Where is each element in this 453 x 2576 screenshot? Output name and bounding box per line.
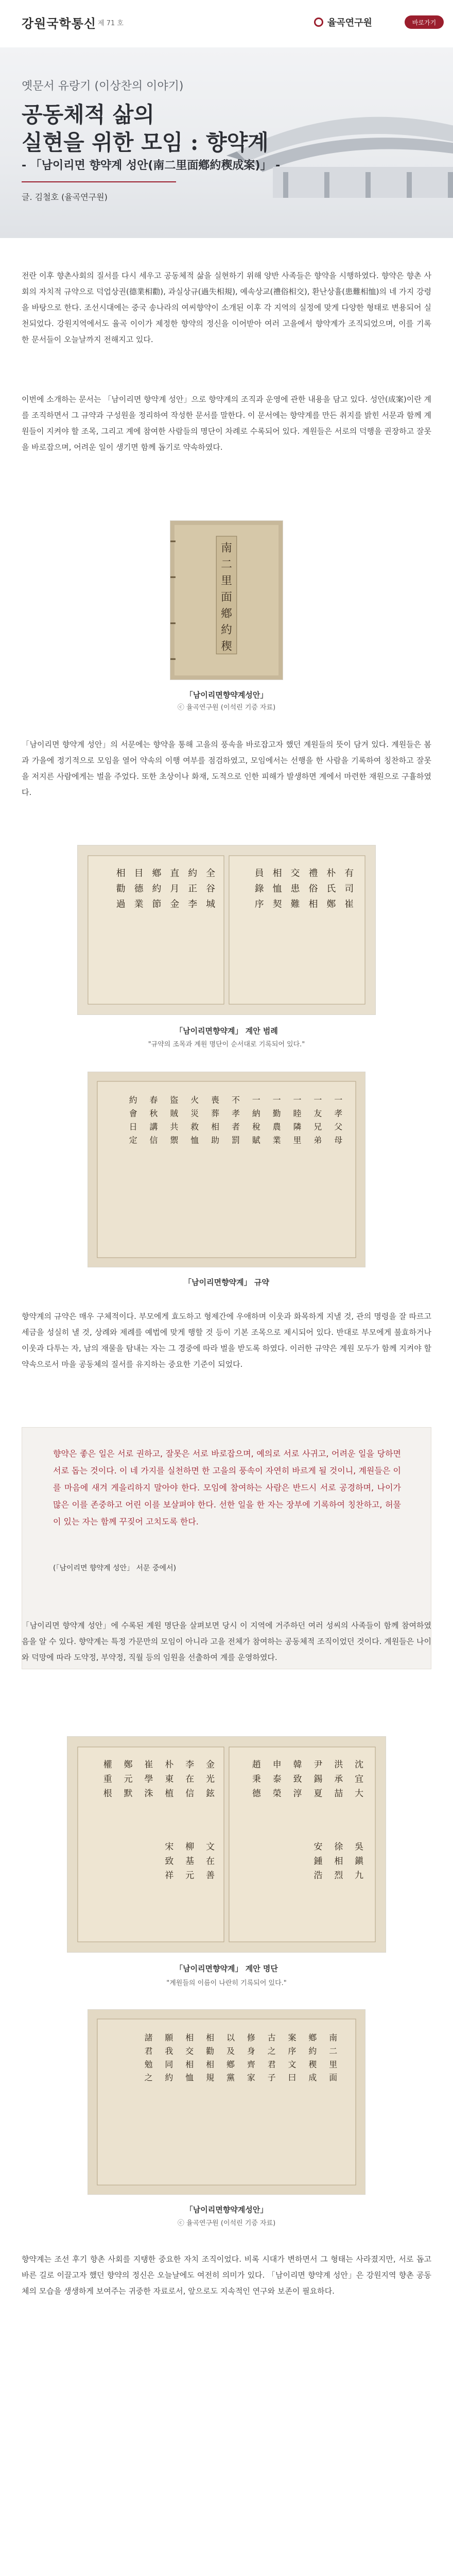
svg-text:相: 相 [334,1855,343,1866]
svg-text:員: 員 [254,868,264,879]
svg-text:東: 東 [165,1773,174,1784]
body-paragraph: 향약계의 규약은 매우 구체적이다. 부모에게 효도하고 형제간에 우애하며 이웃과 화목하게 지낼 것, 관의 명령을 잘 따르고 세금을 성실히 낼 것, 상례와 제례를 예법에 맞게 행할 것 등이 기본 조목으로 제시되어 있다. 반대로 부모에게 불효하거나 이웃과 다투는 자, 남의 재물을 탐내는 자는 그 경중에 따라 벌을 받도록 하였다. 이러한 규약은 계원 모두가 함께 지켜야 할 약속으로서 마을 공동체의 질서를 유지하는 중요한 기준이 되었다. [22,1312,431,1369]
svg-text:淳: 淳 [293,1788,302,1799]
svg-text:文: 文 [288,2059,297,2070]
image-caption: 「남이리면향약계」 계안 명단 [175,1964,278,1973]
svg-text:鄕: 鄕 [152,868,162,879]
book-cover-image [170,520,283,680]
svg-text:災: 災 [190,1108,199,1118]
svg-text:約: 約 [129,1095,137,1105]
svg-text:一: 一 [272,1095,281,1105]
svg-text:案: 案 [288,2032,297,2043]
svg-text:司: 司 [344,883,354,894]
svg-text:鄕: 鄕 [308,2032,317,2043]
svg-text:信: 信 [185,1788,195,1799]
svg-text:鄕: 鄕 [226,2059,235,2070]
svg-text:重: 重 [103,1773,112,1784]
svg-text:谷: 谷 [206,883,216,894]
svg-text:九: 九 [355,1870,364,1880]
svg-text:鄭: 鄭 [326,899,336,910]
svg-text:願: 願 [165,2032,173,2043]
svg-text:浩: 浩 [313,1870,323,1880]
svg-text:榮: 榮 [272,1788,282,1799]
document-rules-image [88,1072,365,1267]
svg-text:宋: 宋 [165,1841,174,1852]
svg-text:禦: 禦 [170,1135,179,1145]
svg-text:柳: 柳 [185,1841,195,1852]
image-caption: 「남이리면향약계」 규약 [184,1278,269,1287]
svg-text:友: 友 [313,1108,322,1118]
svg-text:睦: 睦 [293,1108,302,1118]
svg-text:君: 君 [144,2046,153,2056]
svg-text:孝: 孝 [334,1108,343,1118]
svg-text:二: 二 [221,558,232,571]
svg-text:城: 城 [206,899,216,910]
svg-text:一: 一 [313,1095,322,1105]
svg-text:崔: 崔 [344,899,354,910]
svg-text:節: 節 [152,899,162,910]
svg-text:業: 業 [134,899,144,910]
svg-text:洪: 洪 [334,1759,343,1770]
image-caption: 「남이리면향약계성안」 [185,2205,268,2214]
body-paragraph: 향약계는 조선 후기 향촌 사회를 지탱한 중요한 자치 조직이었다. 비록 시대가 변하면서 그 형태는 사라졌지만, 서로 돕고 바른 길로 이끌고자 했던 향약의 정신은 오늘날에도 여전히 의미가 있다. 「남이리면 향약계 성안」은 강원지역 향촌 공동체의 모습을 생생하게 보여주는 귀중한 자료로서, 앞으로도 지속적인 연구와 보존이 필요하다. [22,2255,431,2296]
svg-text:吳: 吳 [355,1841,364,1852]
svg-text:宜: 宜 [355,1773,364,1784]
svg-text:申: 申 [272,1759,282,1770]
hero-banner [0,47,453,238]
svg-text:德: 德 [134,883,144,894]
svg-text:齊: 齊 [247,2059,255,2070]
image-note: "계원들의 이름이 나란히 기록되어 있다." [166,1979,287,1987]
svg-text:韓: 韓 [293,1759,302,1770]
svg-text:相: 相 [272,868,282,879]
svg-text:基: 基 [185,1855,195,1866]
svg-text:里: 里 [293,1135,302,1145]
quote-source: (「남이리면 향약계 성안」 서문 중에서) [53,1564,177,1572]
svg-text:修: 修 [247,2032,255,2043]
image-caption: 「남이리면향약계」 계안 범례 [175,1026,278,1036]
org-emblem-icon [314,18,323,27]
svg-text:身: 身 [247,2046,255,2056]
svg-text:李: 李 [185,1759,195,1770]
svg-text:金: 金 [206,1759,215,1770]
svg-text:里: 里 [221,574,232,588]
svg-text:弟: 弟 [313,1135,322,1145]
svg-text:賊: 賊 [170,1108,179,1118]
org-logo[interactable] [314,12,402,32]
svg-text:一: 一 [293,1095,302,1105]
svg-text:難: 難 [290,899,300,910]
svg-text:李: 李 [188,899,198,910]
article-subtitle: - 「남이리면 향약계 성안(南二里面鄕約稧成案)」 - [22,159,281,172]
svg-text:安: 安 [313,1841,323,1852]
document-pages-image [77,845,376,1015]
svg-text:勸: 勸 [116,883,126,894]
svg-text:秋: 秋 [149,1108,158,1118]
svg-text:稅: 稅 [252,1122,260,1132]
svg-text:之: 之 [144,2073,153,2083]
svg-text:之: 之 [267,2046,276,2056]
svg-text:約: 約 [308,2046,317,2056]
svg-text:約: 約 [221,623,232,637]
svg-text:崔: 崔 [144,1759,153,1770]
body-paragraph: 「남이리면 향약계 성안」에 수록된 계원 명단을 살펴보면 당시 이 지역에 거주하던 여러 성씨의 사족들이 함께 참여하였음을 알 수 있다. 향약계는 특정 가문만의 모임이 아니라 고을 전체가 참여하는 공동체적 조직이었던 것이다. 계원들은 나이와 덕망에 따라 도약정, 부약정, 직월 등의 임원을 선출하여 계를 운영하였다. [22,1621,431,1662]
svg-text:兄: 兄 [313,1122,322,1132]
svg-text:不: 不 [231,1095,240,1105]
svg-text:契: 契 [272,899,282,910]
svg-text:葬: 葬 [211,1108,220,1118]
svg-text:以: 以 [226,2032,235,2043]
svg-text:會: 會 [129,1108,137,1118]
svg-text:善: 善 [206,1870,215,1880]
image-note: "규약의 조목과 계원 명단이 순서대로 기록되어 있다." [148,1041,305,1048]
svg-text:業: 業 [272,1135,281,1145]
svg-text:過: 過 [116,899,126,910]
svg-text:文: 文 [206,1841,215,1852]
svg-text:面: 面 [329,2073,338,2083]
svg-text:君: 君 [267,2059,276,2070]
svg-text:成: 成 [308,2073,317,2083]
article-author: 글. 김철호 (율곡연구원) [22,192,108,202]
member-list-image [67,1736,386,1953]
svg-text:約: 約 [165,2073,173,2083]
svg-text:規: 規 [206,2073,215,2083]
svg-text:植: 植 [165,1788,174,1799]
svg-text:日: 日 [129,1122,137,1132]
svg-text:在: 在 [206,1855,215,1866]
svg-text:助: 助 [211,1135,220,1145]
svg-text:勤: 勤 [272,1108,281,1118]
svg-text:黨: 黨 [226,2073,235,2083]
svg-text:古: 古 [267,2032,276,2043]
svg-text:交: 交 [290,868,300,879]
svg-text:趙: 趙 [252,1759,261,1770]
svg-text:相: 相 [185,2032,194,2043]
svg-text:鄕: 鄕 [221,607,232,620]
top-bar [0,0,453,47]
home-link-button[interactable]: 바로가기 [405,15,444,29]
svg-text:里: 里 [329,2059,338,2070]
svg-text:罰: 罰 [231,1135,240,1145]
svg-text:朴: 朴 [165,1759,174,1770]
svg-text:患: 患 [290,883,300,894]
svg-text:恤: 恤 [190,1135,199,1145]
svg-text:定: 定 [129,1135,137,1145]
svg-text:約: 約 [188,868,198,879]
svg-text:禮: 禮 [308,868,318,879]
svg-text:稧: 稧 [221,640,232,653]
newsletter-brand[interactable]: 강원국학통신 [22,16,97,31]
svg-text:恤: 恤 [185,2073,194,2083]
svg-text:家: 家 [247,2073,255,2083]
svg-text:約: 約 [152,883,162,894]
svg-text:大: 大 [355,1788,364,1799]
svg-text:秉: 秉 [252,1773,261,1784]
svg-text:學: 學 [144,1773,153,1784]
image-source: ⓒ 율곡연구원 (이석린 기증 자료) [177,704,276,711]
svg-text:錫: 錫 [313,1773,323,1784]
svg-text:講: 講 [149,1122,158,1132]
svg-text:救: 救 [190,1122,199,1132]
article-title-line1: 공동체적 삶의 [22,102,155,127]
svg-text:及: 及 [226,2046,235,2056]
svg-text:泰: 泰 [272,1773,282,1784]
svg-text:曰: 曰 [288,2073,297,2083]
body-paragraph: 전란 이후 향촌사회의 질서를 다시 세우고 공동체적 삶을 실현하기 위해 양반 사족들은 향약을 시행하였다. 향약은 향촌 사회의 자치적 규약으로 덕업상권(德業相勸), 과실상규(過失相規), 예속상교(禮俗相交), 환난상휼(患難相恤)의 네 가지 강령을 바탕으로 한다. 조선시대에는 중국 송나라의 여씨향약이 소개된 이후 각 지역의 실정에 맞게 다양한 형태로 변용되어 실천되었다. 강원지역에서도 율곡 이이가 제정한 향약의 정신을 이어받아 여러 고을에서 향약계가 조직되었으며, 이를 기록한 문서들이 오늘날까지 전해지고 있다. [22,271,431,344]
document-closing-image [88,2009,365,2195]
svg-text:勸: 勸 [206,2046,215,2056]
svg-text:鉉: 鉉 [206,1788,215,1799]
svg-text:祥: 祥 [165,1870,174,1880]
svg-text:相: 相 [206,2059,215,2070]
svg-text:南: 南 [329,2032,338,2043]
svg-text:隣: 隣 [293,1122,302,1132]
title-divider [22,181,176,182]
svg-text:農: 農 [272,1122,281,1132]
svg-text:鎭: 鎭 [355,1855,364,1866]
svg-text:致: 致 [293,1773,302,1784]
svg-text:稧: 稧 [308,2059,317,2070]
svg-text:徐: 徐 [334,1841,343,1852]
svg-text:序: 序 [254,899,264,910]
svg-text:相: 相 [185,2059,194,2070]
svg-text:德: 德 [252,1788,261,1799]
svg-text:鍾: 鍾 [313,1855,323,1866]
svg-text:二: 二 [329,2046,338,2056]
svg-text:俗: 俗 [308,883,318,894]
image-source: ⓒ 율곡연구원 (이석린 기증 자료) [177,2219,276,2227]
svg-text:洙: 洙 [144,1788,153,1799]
svg-text:相: 相 [308,899,318,910]
svg-text:相: 相 [211,1122,220,1132]
svg-text:春: 春 [149,1095,158,1105]
svg-text:承: 承 [334,1773,343,1784]
series-label: 옛문서 유랑기 (이상찬의 이야기) [22,80,184,93]
svg-text:同: 同 [165,2059,173,2070]
svg-text:納: 納 [252,1108,260,1118]
svg-text:諸: 諸 [144,2032,153,2043]
svg-text:錄: 錄 [254,883,264,894]
svg-text:恤: 恤 [272,883,282,894]
svg-text:盜: 盜 [170,1095,179,1105]
image-caption: 「남이리면향약계성안」 [185,690,268,700]
svg-text:母: 母 [334,1135,343,1145]
svg-text:沈: 沈 [355,1759,364,1770]
svg-text:根: 根 [103,1788,112,1799]
svg-text:氏: 氏 [326,883,336,894]
svg-text:烈: 烈 [334,1870,343,1880]
svg-text:勉: 勉 [144,2059,153,2070]
svg-text:正: 正 [188,883,198,894]
svg-text:在: 在 [185,1773,195,1784]
svg-text:一: 一 [252,1095,260,1105]
svg-text:相: 相 [116,868,126,879]
issue-number: 제 71 호 [98,20,124,27]
svg-text:尹: 尹 [313,1759,323,1770]
svg-text:元: 元 [124,1773,133,1784]
svg-text:相: 相 [206,2032,215,2043]
svg-text:孝: 孝 [231,1108,240,1118]
svg-text:目: 目 [134,868,144,879]
svg-text:權: 權 [103,1759,112,1770]
svg-text:默: 默 [124,1788,133,1799]
org-name: 율곡연구원 [327,18,372,28]
svg-text:鄭: 鄭 [124,1759,133,1770]
svg-text:火: 火 [190,1095,199,1105]
svg-text:交: 交 [185,2046,194,2056]
svg-text:一: 一 [334,1095,343,1105]
svg-text:我: 我 [165,2046,173,2056]
svg-text:元: 元 [185,1870,195,1880]
svg-text:信: 信 [149,1135,158,1145]
body-paragraph: 「남이리면 향약계 성안」의 서문에는 향약을 통해 고을의 풍속을 바로잡고자 했던 계원들의 뜻이 담겨 있다. 계원들은 봄과 가을에 정기적으로 모임을 열어 약속의 이행 여부를 점검하였고, 모임에서는 선행을 한 사람을 기록하여 칭찬하고 잘못을 저지른 사람에게는 벌을 주었다. 또한 초상이나 화재, 도적으로 인한 피해가 발생하면 계에서 마련한 재원으로 구휼하였다. [22,740,431,797]
quote-text: 향약은 좋은 일은 서로 권하고, 잘못은 서로 바로잡으며, 예의로 서로 사귀고, 어려운 일을 당하면 서로 돕는 것이다. 이 네 가지를 실천하면 한 고을의 풍속이 자연히 바르게 될 것이니, 계원들은 이를 마음에 새겨 게을리하지 말아야 한다. 모임에 참여하는 사람은 반드시 서로 공경하며, 나이가 많은 이를 존중하고 어린 이를 보살펴야 한다. 선한 일을 한 자는 장부에 기록하여 칭찬하고, 허물이 있는 자는 함께 꾸짖어 고치도록 한다. [53,1449,401,1527]
svg-text:全: 全 [206,868,216,879]
svg-text:有: 有 [344,868,354,879]
body-paragraph: 이번에 소개하는 문서는 「남이리면 향약계 성안」으로 향약계의 조직과 운영에 관한 내용을 담고 있다. 성안(成案)이란 계를 조직하면서 그 규약과 구성원을 정리하여 작성한 문서를 말한다. 이 문서에는 향약계를 만든 취지를 밝힌 서문과 함께 계원들이 지켜야 할 조목, 그리고 계에 참여한 사람들의 명단이 차례로 수록되어 있다. 계원들은 서로의 덕행을 권장하고 잘못을 바로잡으며, 어려운 일이 생기면 함께 돕기로 약속하였다. [22,395,431,452]
svg-text:賦: 賦 [252,1135,260,1145]
svg-text:共: 共 [170,1122,179,1132]
svg-text:喪: 喪 [211,1095,220,1105]
svg-text:序: 序 [288,2046,297,2056]
svg-text:夏: 夏 [313,1788,323,1799]
svg-text:南: 南 [221,541,232,555]
svg-text:喆: 喆 [334,1788,343,1799]
svg-text:直: 直 [170,868,180,879]
article-title-line2: 실현을 위한 모임 : 향약계 [22,130,269,155]
svg-text:子: 子 [267,2073,276,2083]
svg-text:者: 者 [231,1122,240,1132]
svg-text:光: 光 [206,1773,215,1784]
svg-text:月: 月 [170,883,180,894]
svg-text:父: 父 [334,1122,343,1132]
svg-text:朴: 朴 [326,868,336,879]
svg-text:致: 致 [165,1855,174,1866]
svg-text:面: 面 [221,590,232,604]
svg-text:金: 金 [170,899,180,910]
